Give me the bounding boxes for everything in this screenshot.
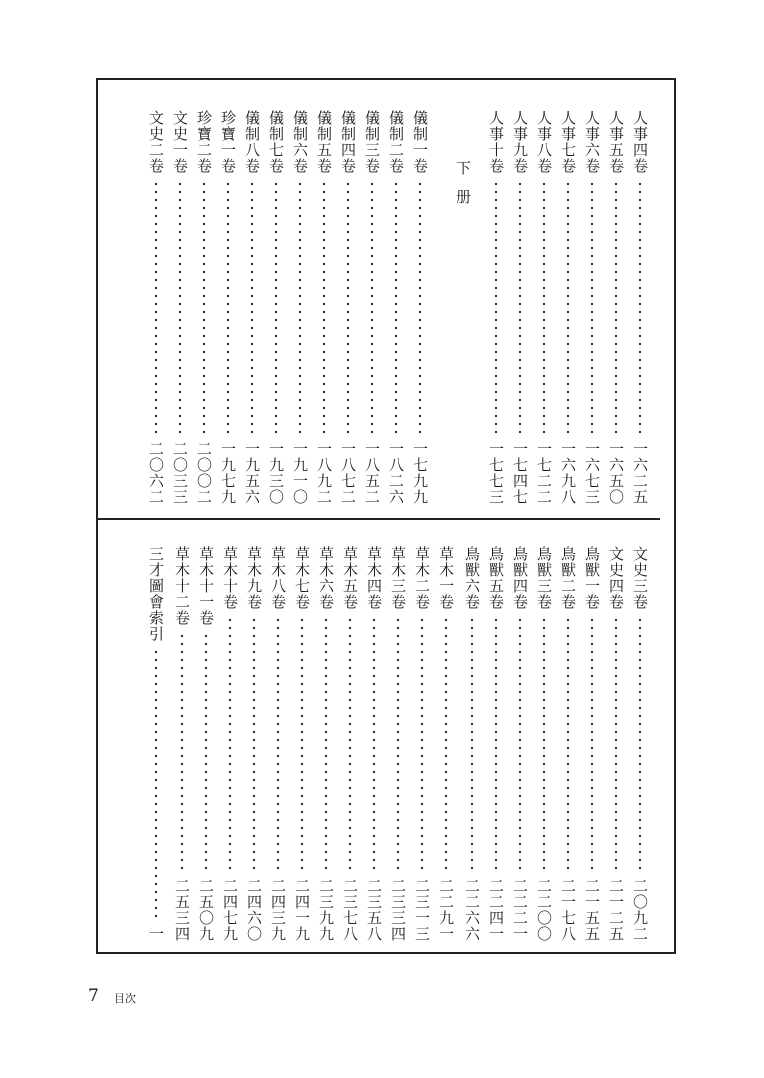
dot-leader xyxy=(299,180,301,435)
dot-leader xyxy=(181,632,183,872)
top-toc-entry xyxy=(556,110,580,505)
dot-leader xyxy=(615,616,617,872)
bottom-toc-entry xyxy=(434,546,458,942)
entry-page-number: 二二〇〇 xyxy=(535,878,553,942)
entry-title: 草木二卷 xyxy=(413,546,431,610)
dot-leader xyxy=(495,180,497,435)
dot-leader xyxy=(251,180,253,435)
top-toc-entry xyxy=(508,110,532,505)
entry-page-number: 一六五〇 xyxy=(607,441,625,505)
entry-title: 草木三卷 xyxy=(389,546,407,610)
entry-title: 鳥獸二卷 xyxy=(559,546,577,610)
top-toc-entry xyxy=(192,110,216,505)
running-footer-label: 目次 xyxy=(114,992,136,1005)
dot-leader xyxy=(495,616,497,872)
dot-leader xyxy=(519,616,521,872)
top-toc-entry xyxy=(384,110,408,505)
entry-page-number: 二四六〇 xyxy=(245,878,263,942)
dot-leader xyxy=(519,180,521,435)
entry-page-number: 一七四七 xyxy=(511,441,529,505)
entry-page-number: 二三七八 xyxy=(341,878,359,942)
dot-leader xyxy=(275,180,277,435)
entry-title: 珍寶二卷 xyxy=(195,110,213,174)
top-toc-entry xyxy=(264,110,288,505)
entry-title: 人事八卷 xyxy=(535,110,553,174)
bottom-toc-entry xyxy=(218,546,242,942)
entry-page-number: 一八九二 xyxy=(315,441,333,505)
dot-leader xyxy=(227,180,229,435)
dot-leader xyxy=(155,648,157,920)
entry-page-number: 二二二一 xyxy=(511,878,529,942)
entry-title: 儀制四卷 xyxy=(339,110,357,174)
dot-leader xyxy=(567,180,569,435)
entry-page-number: 二〇三三 xyxy=(171,441,189,505)
bottom-toc-entry xyxy=(386,546,410,942)
entry-page-number: 二三五八 xyxy=(365,878,383,942)
dot-leader xyxy=(567,616,569,872)
entry-title: 鳥獸五卷 xyxy=(487,546,505,610)
dot-leader xyxy=(229,616,231,872)
entry-page-number: 一七七三 xyxy=(487,441,505,505)
dot-leader xyxy=(543,616,545,872)
dot-leader xyxy=(323,180,325,435)
top-toc-entry xyxy=(628,110,652,505)
bottom-toc-entry xyxy=(532,546,556,942)
entry-page-number: 一八五二 xyxy=(363,441,381,505)
top-toc-entry xyxy=(144,110,168,505)
entry-title: 人事四卷 xyxy=(631,110,649,174)
dot-leader xyxy=(205,632,207,872)
entry-page-number: 二二四一 xyxy=(487,878,505,942)
entry-page-number: 二一二五 xyxy=(607,878,625,942)
dot-leader xyxy=(591,616,593,872)
entry-page-number: 二三三四 xyxy=(389,878,407,942)
top-toc-entry xyxy=(216,110,240,505)
entry-page-number: 二四七九 xyxy=(221,878,239,942)
entry-title: 草木十卷 xyxy=(221,546,239,610)
entry-title: 儀制六卷 xyxy=(291,110,309,174)
entry-page-number: 二〇六二 xyxy=(147,441,165,505)
top-toc-entry xyxy=(532,110,556,505)
entry-title: 儀制五卷 xyxy=(315,110,333,174)
entry-title: 文史二卷 xyxy=(147,110,165,174)
dot-leader xyxy=(591,180,593,435)
entry-page-number: 二三一三 xyxy=(413,878,431,942)
bottom-toc-entry xyxy=(242,546,266,942)
entry-title: 文史三卷 xyxy=(631,546,649,610)
top-toc-entry xyxy=(336,110,360,505)
bottom-toc-entry xyxy=(362,546,386,942)
entry-page-number: 一六七三 xyxy=(583,441,601,505)
top-toc-entry xyxy=(168,110,192,505)
entry-title: 儀制七卷 xyxy=(267,110,285,174)
top-toc-entry xyxy=(312,110,336,505)
bottom-toc-entry xyxy=(604,546,628,942)
dot-leader xyxy=(639,180,641,435)
dot-leader xyxy=(639,616,641,872)
entry-page-number: 二五〇九 xyxy=(197,878,215,942)
top-toc-entry xyxy=(580,110,604,505)
bottom-toc-entry xyxy=(484,546,508,942)
entry-page-number: 一 xyxy=(147,926,165,942)
bottom-toc-entry xyxy=(314,546,338,942)
entry-page-number: 一七二二 xyxy=(535,441,553,505)
entry-title: 草木五卷 xyxy=(341,546,359,610)
dot-leader xyxy=(395,180,397,435)
entry-title: 草木十二卷 xyxy=(173,546,191,626)
bottom-toc-entry xyxy=(410,546,434,942)
entry-title: 鳥獸六卷 xyxy=(463,546,481,610)
entry-page-number: 一九五六 xyxy=(243,441,261,505)
bottom-toc-entry xyxy=(194,546,218,942)
entry-page-number: 一九一〇 xyxy=(291,441,309,505)
entry-title: 儀制二卷 xyxy=(387,110,405,174)
entry-title: 草木九卷 xyxy=(245,546,263,610)
page-number: 7 xyxy=(88,986,99,1006)
bottom-toc-entry xyxy=(266,546,290,942)
entry-page-number: 一九三〇 xyxy=(267,441,285,505)
entry-page-number: 一七九九 xyxy=(411,441,429,505)
dot-leader xyxy=(445,616,447,872)
entry-page-number: 二一七八 xyxy=(559,878,577,942)
dot-leader xyxy=(371,180,373,435)
entry-page-number: 二四三九 xyxy=(269,878,287,942)
bottom-toc-entry xyxy=(628,546,652,942)
entry-title: 珍寶一卷 xyxy=(219,110,237,174)
top-toc-entry xyxy=(360,110,384,505)
dot-leader xyxy=(421,616,423,872)
entry-page-number: 二三九九 xyxy=(317,878,335,942)
dot-leader xyxy=(543,180,545,435)
entry-title: 人事五卷 xyxy=(607,110,625,174)
dot-leader xyxy=(203,180,205,435)
entry-title: 三才圖會索引 xyxy=(147,546,165,642)
entry-title: 鳥獸三卷 xyxy=(535,546,553,610)
top-toc-entry xyxy=(240,110,264,505)
entry-title: 文史一卷 xyxy=(171,110,189,174)
entry-title: 人事六卷 xyxy=(583,110,601,174)
dot-leader xyxy=(471,616,473,872)
entry-title: 鳥獸四卷 xyxy=(511,546,529,610)
entry-title: 儀制三卷 xyxy=(363,110,381,174)
bottom-toc-entry xyxy=(290,546,314,942)
entry-title: 人事九卷 xyxy=(511,110,529,174)
dot-leader xyxy=(253,616,255,872)
entry-page-number: 二四一九 xyxy=(293,878,311,942)
entry-title: 人事十卷 xyxy=(487,110,505,174)
entry-title: 草木六卷 xyxy=(317,546,335,610)
entry-page-number: 二二九一 xyxy=(437,878,455,942)
bottom-toc-entry xyxy=(580,546,604,942)
bottom-toc-entry xyxy=(338,546,362,942)
entry-page-number: 一八二六 xyxy=(387,441,405,505)
entry-title: 儀制一卷 xyxy=(411,110,429,174)
section-heading-xiace: 下册 xyxy=(454,160,472,218)
entry-title: 鳥獸一卷 xyxy=(583,546,601,610)
entry-page-number: 二〇〇二 xyxy=(195,441,213,505)
entry-title: 草木八卷 xyxy=(269,546,287,610)
top-toc-entry xyxy=(484,110,508,505)
entry-title: 草木七卷 xyxy=(293,546,311,610)
top-toc-entry xyxy=(288,110,312,505)
entry-page-number: 二〇九二 xyxy=(631,878,649,942)
dot-leader xyxy=(179,180,181,435)
entry-page-number: 一九七九 xyxy=(219,441,237,505)
section-divider xyxy=(98,518,660,520)
bottom-toc-entry xyxy=(556,546,580,942)
bottom-toc-entry xyxy=(170,546,194,942)
entry-title: 儀制八卷 xyxy=(243,110,261,174)
dot-leader xyxy=(615,180,617,435)
dot-leader xyxy=(325,616,327,872)
dot-leader xyxy=(277,616,279,872)
dot-leader xyxy=(155,180,157,435)
entry-page-number: 二二六六 xyxy=(463,878,481,942)
dot-leader xyxy=(419,180,421,435)
entry-page-number: 一六二五 xyxy=(631,441,649,505)
entry-page-number: 二五三四 xyxy=(173,878,191,942)
bottom-toc-entry xyxy=(144,546,168,942)
entry-page-number: 一六九八 xyxy=(559,441,577,505)
bottom-toc-entry xyxy=(460,546,484,942)
bottom-toc-entry xyxy=(508,546,532,942)
dot-leader xyxy=(301,616,303,872)
entry-title: 草木四卷 xyxy=(365,546,383,610)
top-toc-entry xyxy=(408,110,432,505)
top-toc-entry xyxy=(604,110,628,505)
dot-leader xyxy=(347,180,349,435)
entry-title: 草木一卷 xyxy=(437,546,455,610)
dot-leader xyxy=(373,616,375,872)
entry-title: 人事七卷 xyxy=(559,110,577,174)
entry-page-number: 一八七二 xyxy=(339,441,357,505)
entry-page-number: 二一五五 xyxy=(583,878,601,942)
entry-title: 文史四卷 xyxy=(607,546,625,610)
entry-title: 草木十一卷 xyxy=(197,546,215,626)
dot-leader xyxy=(397,616,399,872)
dot-leader xyxy=(349,616,351,872)
